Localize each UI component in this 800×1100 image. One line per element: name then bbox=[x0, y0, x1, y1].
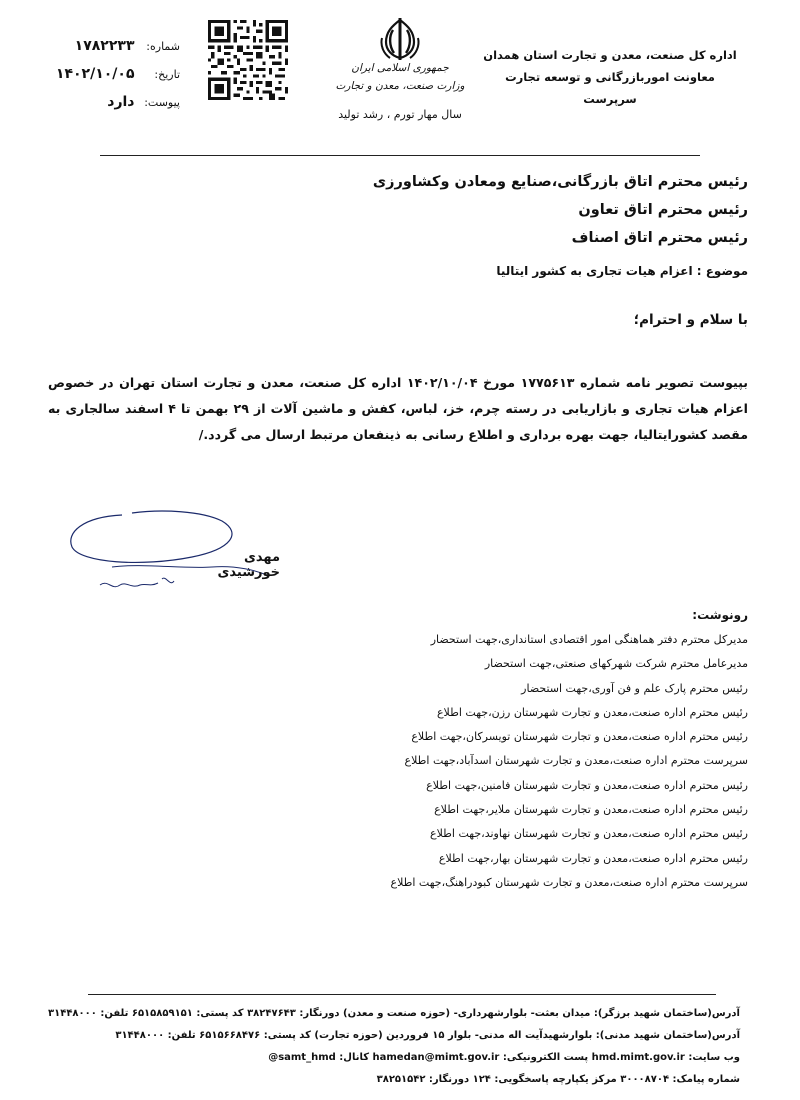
year-slogan: سال مهار تورم ، رشد تولید bbox=[338, 108, 462, 121]
cc-item: رئیس محترم اداره صنعت،معدن و تجارت شهرستان فامنین،جهت اطلاع bbox=[426, 778, 748, 792]
addressee-1: رئیس محترم اتاق بازرگانی،صنایع ومعادن وکشاورزی bbox=[372, 174, 748, 190]
cc-item: مدیرعامل محترم شرکت شهرکهای صنعتی،جهت استحضار bbox=[484, 657, 748, 671]
cc-item: رئیس محترم اداره صنعت،معدن و تجارت شهرستان نهاوند،جهت اطلاع bbox=[430, 827, 748, 841]
cc-item: رئیس محترم اداره صنعت،معدن و تجارت شهرستان ملایر،جهت اطلاع bbox=[434, 803, 748, 817]
header-divider bbox=[100, 155, 700, 156]
cc-item: مدیرکل محترم دفتر هماهنگی امور اقتصادی استانداری،جهت استحضار bbox=[430, 633, 748, 646]
org-line-1: اداره کل صنعت، معدن و تجارت استان همدان bbox=[483, 48, 737, 62]
org-line-3: سرپرست bbox=[583, 92, 637, 106]
addressee-3: رئیس محترم اتاق اصناف bbox=[571, 230, 748, 246]
org-line-2: معاونت اموربازرگانی و توسعه تجارت bbox=[505, 70, 715, 84]
subject-line: موضوع : اعزام هیات تجاری به کشور ایتالیا bbox=[496, 264, 748, 278]
date-value: ۱۴۰۲/۱۰/۰۵ bbox=[55, 66, 135, 82]
cc-item: سرپرست محترم اداره صنعت،معدن و تجارت شهرستان کبودراهنگ،جهت اطلاع bbox=[390, 875, 748, 889]
cc-list bbox=[391, 628, 749, 895]
ministry-name: وزارت صنعت، معدن و تجارت bbox=[335, 80, 465, 92]
number-value: ۱۷۸۲۲۳۳ bbox=[74, 38, 135, 54]
letter-date bbox=[30, 66, 180, 82]
footer-phones: شماره پیامک: ۳۰۰۰۸۷۰۴ مرکز یکپارچه پاسخگویی: ۱۲۴ دورنگار: ۳۸۲۵۱۵۴۲ bbox=[376, 1074, 740, 1085]
letter-number bbox=[30, 38, 180, 54]
organization-block bbox=[480, 44, 740, 110]
attachment-label: پیوست: bbox=[144, 96, 180, 109]
emblem-icon bbox=[378, 16, 422, 62]
footer-address-2: آدرس(ساختمان شهید مدنی): بلوارشهیدآیت اله مدنی- بلوار ۱۵ فروردین (حوزه تجارت) کد پستی: ۶۵۱۵۶۶۸۴۷۶ تلفن: ۳۱۴۴۸۰۰۰ bbox=[115, 1030, 740, 1041]
cc-title: رونوشت: bbox=[692, 608, 748, 622]
emblem-caption: جمهوری اسلامی ایران bbox=[351, 62, 449, 74]
letter-attachment bbox=[30, 94, 180, 110]
cc-item: رئیس محترم اداره صنعت،معدن و تجارت شهرستان تویسرکان،جهت اطلاع bbox=[411, 730, 748, 744]
date-label: تاریخ: bbox=[154, 68, 180, 81]
footer-contact: وب سایت: hmd.mimt.gov.ir پست الکترونیکی: hamedan@mimt.gov.ir کانال: samt_hmd@ bbox=[268, 1052, 740, 1063]
footer-address-1: آدرس(ساختمان شهید برزگر): میدان بعثت- بلوارشهرداری- (حوزه صنعت و معدن) دورنگار: ۳۸۲۴۷۶۴۳ کد پستی: ۶۵۱۵۸۵۹۱۵۱ تلفن: ۳۱۴۴۸۰۰۰ bbox=[48, 1008, 740, 1019]
cc-item: رئیس محترم اداره صنعت،معدن و تجارت شهرستان بهار،جهت اطلاع bbox=[438, 851, 748, 865]
cc-item: رئیس محترم پارک علم و فن آوری،جهت استحضار bbox=[521, 681, 748, 695]
letter-body: بپیوست تصویر نامه شماره ۱۷۷۵۶۱۳ مورخ ۱۴۰۲/۱۰/۰۴ اداره کل صنعت، معدن و تجارت استان تهران در خصوص اعزام هیات تجاری و بازاریابی در رسته چرم، خز، لباس، کفش و ماشین آلات از ۲۹ بهمن تا ۴ اسفند سالجاری به مقصد کشورایتالیا، جهت بهره برداری و اطلاع رسانی به ذینفعان مرتبط ارسال می گردد./ bbox=[48, 375, 748, 442]
cc-item: سرپرست محترم اداره صنعت،معدن و تجارت شهرستان اسدآباد،جهت اطلاع bbox=[404, 754, 748, 768]
cc-item: رئیس محترم اداره صنعت،معدن و تجارت شهرستان رزن،جهت اطلاع bbox=[436, 705, 748, 719]
addressee-2: رئیس محترم اتاق تعاون bbox=[578, 202, 748, 218]
footer-divider bbox=[88, 994, 716, 995]
qr-code-icon bbox=[208, 20, 288, 100]
signer-name: مهدی خورشیدی bbox=[217, 550, 280, 580]
number-label: شماره: bbox=[146, 40, 180, 53]
attachment-value: دارد bbox=[107, 94, 135, 110]
greeting: با سلام و احترام؛ bbox=[633, 312, 748, 328]
